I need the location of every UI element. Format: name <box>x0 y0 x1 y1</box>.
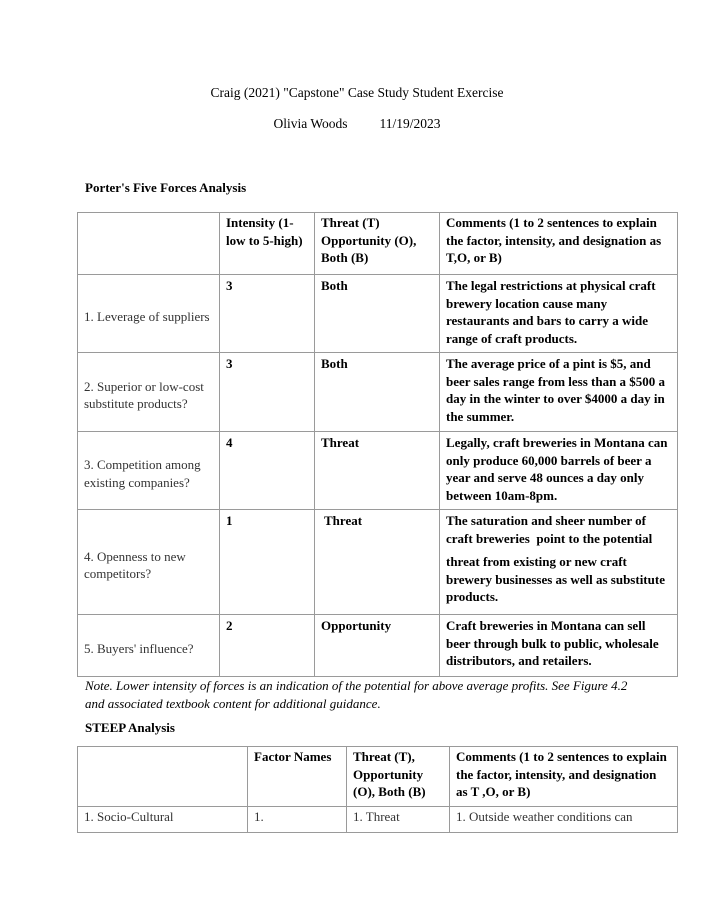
factor-cell: 3. Competition among existing companies? <box>78 432 220 510</box>
designation-cell: Both <box>315 275 440 353</box>
comment-cell <box>440 510 678 615</box>
student-name: Olivia Woods <box>273 116 348 131</box>
designation-cell: Both <box>315 353 440 432</box>
porter-section-heading: Porter's Five Forces Analysis <box>85 180 247 195</box>
porter-five-forces-table <box>77 212 678 677</box>
document-title: Craig (2021) "Capstone" Case Study Student Exercise <box>210 85 504 100</box>
steep-analysis-table <box>77 746 678 833</box>
comment-cell: Craft breweries in Montana can sell beer through bulk to public, wholesale distributors, and retailers. <box>440 615 678 677</box>
author-line <box>0 116 714 132</box>
table-note: Note. Lower intensity of forces is an indication of the potential for above average profits. See Figure 4.2 and associated textbook content for additional guidance. <box>85 678 628 711</box>
designation-cell: 1. Threat <box>347 807 450 833</box>
column-header-factor <box>78 747 248 807</box>
column-header-factor-names: Factor Names <box>248 747 347 807</box>
intensity-cell: 3 <box>220 353 315 432</box>
factor-cell: 2. Superior or low-cost substitute products? <box>78 353 220 432</box>
column-header-factor <box>78 213 220 275</box>
column-header-designation: Threat (T), Opportunity (O), Both (B) <box>347 747 450 807</box>
comment-cell: The average price of a pint is $5, and beer sales range from less than a $500 a day in the winter to over $4000 a day in the summer. <box>440 353 678 432</box>
comment-cell: Legally, craft breweries in Montana can only produce 60,000 barrels of beer a year and serve 48 ounces a day only between 10am-8pm. <box>440 432 678 510</box>
column-header-comments: Comments (1 to 2 sentences to explain the factor, intensity, and designation as T ,O, or B) <box>450 747 678 807</box>
column-header-comments: Comments (1 to 2 sentences to explain the factor, intensity, and designation as T,O, or B) <box>440 213 678 275</box>
table-row <box>78 615 678 677</box>
table-row <box>78 510 678 615</box>
factor-name-cell: 1. <box>248 807 347 833</box>
factor-cell: 1. Leverage of suppliers <box>78 275 220 353</box>
table-row <box>78 275 678 353</box>
factor-cell: 4. Openness to new competitors? <box>78 510 220 615</box>
table-row <box>78 432 678 510</box>
steep-section-heading: STEEP Analysis <box>85 720 175 735</box>
factor-cell: 1. Socio-Cultural <box>78 807 248 833</box>
comment-text-continued: threat from existing or new craft brewery businesses as well as substitute products. <box>446 554 665 604</box>
designation-cell: Threat <box>315 432 440 510</box>
intensity-cell: 2 <box>220 615 315 677</box>
intensity-cell: 3 <box>220 275 315 353</box>
comment-text: The saturation and sheer number of craft breweries point to the potential <box>446 513 653 546</box>
designation-cell: Opportunity <box>315 615 440 677</box>
comment-cell: 1. Outside weather conditions can <box>450 807 678 833</box>
designation-cell: Threat <box>315 510 440 615</box>
submission-date: 11/19/2023 <box>379 116 441 131</box>
intensity-cell: 1 <box>220 510 315 615</box>
table-row <box>78 353 678 432</box>
column-header-designation: Threat (T) Opportunity (O), Both (B) <box>315 213 440 275</box>
comment-cell: The legal restrictions at physical craft brewery location cause many restaurants and bars to carry a wide range of craft products. <box>440 275 678 353</box>
intensity-cell: 4 <box>220 432 315 510</box>
table-header-row <box>78 747 678 807</box>
factor-cell: 5. Buyers' influence? <box>78 615 220 677</box>
table-header-row <box>78 213 678 275</box>
table-row <box>78 807 678 833</box>
column-header-intensity: Intensity (1-low to 5-high) <box>220 213 315 275</box>
